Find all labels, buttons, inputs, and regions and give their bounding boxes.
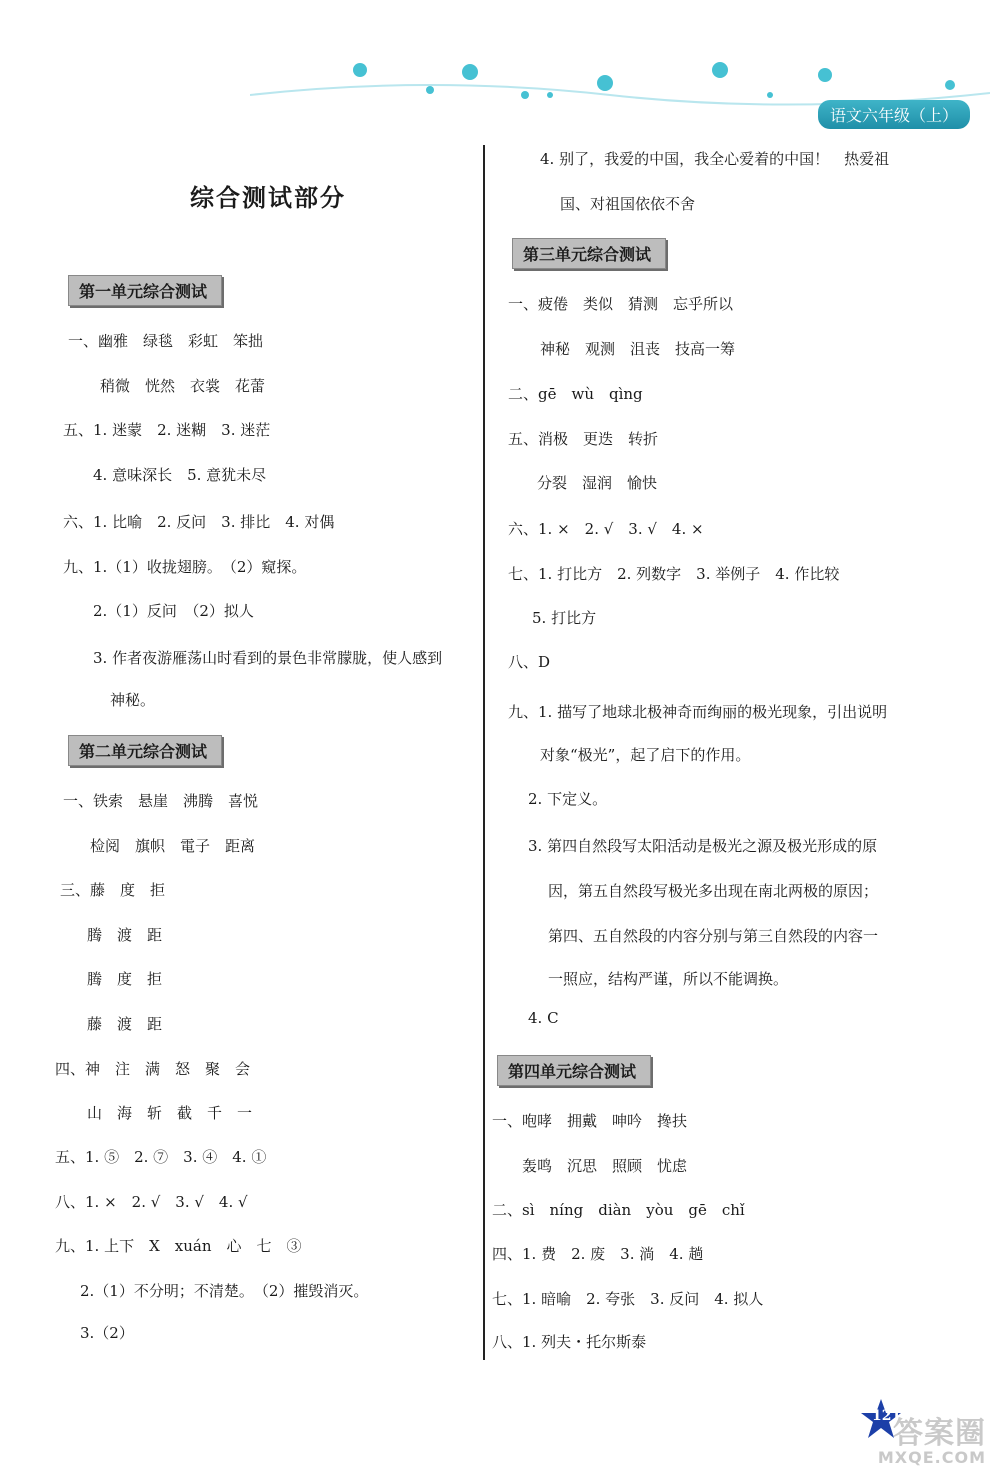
answer-line: 八、1. 列夫・托尔斯泰 [492,1333,647,1351]
answer-line: 2.（1）反问 （2）拟人 [93,602,254,620]
answer-line: 分裂 湿润 愉快 [537,474,658,492]
answer-line: 因，第五自然段写极光多出现在南北两极的原因； [548,882,879,900]
answer-line: 山 海 斩 截 千 一 [87,1104,253,1122]
answer-line: 六、1. × 2. √ 3. √ 4. × [508,520,704,538]
answer-line: 一、幽雅 绿毯 彩虹 笨拙 [68,332,264,350]
answer-line: 轰鸣 沉思 照顾 忧虑 [522,1157,688,1175]
answer-line: 2.（1）不分明；不清楚。 （2）摧毁消灭。 [80,1282,369,1300]
answer-line: 九、1.（1）收拢翅膀。 （2）窥探。 [63,558,307,576]
answer-line: 3.（2） [80,1324,134,1342]
answer-line: 二、gē wù qìng [508,385,643,403]
answer-line: 一照应，结构严谨，所以不能调换。 [548,970,789,988]
answer-line: 一、铁索 悬崖 沸腾 喜悦 [63,792,259,810]
answer-line: 国、对祖国依依不舍 [560,195,696,213]
answer-line: 四、1. 费 2. 废 3. 淌 4. 趟 [492,1245,704,1263]
answer-line: 4. 意味深长 5. 意犹未尽 [93,466,267,484]
answer-line: 一、疲倦 类似 猜测 忘乎所以 [508,295,734,313]
answer-line: 5. 打比方 [532,609,597,627]
answer-line: 第四、五自然段的内容分别与第三自然段的内容一 [548,927,879,945]
answer-line: 神秘。 [110,691,156,709]
answer-line: 4. 别了，我爱的中国，我全心爱着的中国！ 热爱祖 [540,150,890,168]
answer-line: 九、1. 描写了地球北极神奇而绚丽的极光现象，引出说明 [508,703,888,721]
answer-line: 二、sì níng diàn yòu gē chǐ [492,1201,745,1219]
answer-line: 神秘 观测 沮丧 技高一筹 [540,340,736,358]
answer-line: 对象“极光”，起了启下的作用。 [540,746,751,764]
answer-line: 九、1. 上下 X xuán 心 七 ③ [55,1237,302,1255]
answer-line: 2. 下定义。 [528,790,608,808]
answer-line: 稍微 恍然 衣裳 花蕾 [100,377,266,395]
answer-line: 五、消极 更迭 转折 [508,430,659,448]
answer-line: 腾 度 拒 [87,970,163,988]
section-title-unit4: 第四单元综合测试 [497,1055,651,1086]
answer-line: 三、藤 度 拒 [60,881,166,899]
section-title-unit2: 第二单元综合测试 [68,735,222,766]
answer-line: 六、1. 比喻 2. 反问 3. 排比 4. 对偶 [63,513,335,531]
subject-badge: 语文六年级（上） [818,100,970,129]
answer-line: 3. 作者夜游雁荡山时看到的景色非常朦胧，使人感到 [93,649,443,667]
watermark [820,1408,990,1473]
answer-line: 八、1. × 2. √ 3. √ 4. √ [55,1193,248,1211]
answer-line: 腾 渡 距 [87,926,163,944]
page-number: 121 [872,1408,902,1424]
section-title-unit1: 第一单元综合测试 [68,275,222,306]
answer-line: 五、1. 迷蒙 2. 迷糊 3. 迷茫 [63,421,271,439]
answer-line: 七、1. 暗喻 2. 夸张 3. 反问 4. 拟人 [492,1290,764,1308]
page-title: 综合测试部分 [190,183,346,212]
answer-line: 4. C [528,1009,559,1027]
answer-line: 八、D [508,653,551,671]
answer-line: 3. 第四自然段写太阳活动是极光之源及极光形成的原 [528,837,878,855]
answer-line: 检阅 旗帜 電子 距离 [90,837,256,855]
watermark-logo: 答案圈 [893,1416,986,1451]
section-title-unit3: 第三单元综合测试 [512,238,666,269]
answer-line: 藤 渡 距 [87,1015,163,1033]
answer-line: 一、咆哮 拥戴 呻吟 搀扶 [492,1112,688,1130]
answer-line: 四、神 注 满 怒 聚 会 [55,1060,251,1078]
column-divider [483,145,485,1360]
watermark-url: MXQE.COM [877,1448,986,1467]
answer-line: 七、1. 打比方 2. 列数字 3. 举例子 4. 作比较 [508,565,840,583]
answer-line: 五、1. ⑤ 2. ⑦ 3. ④ 4. ① [55,1148,267,1166]
